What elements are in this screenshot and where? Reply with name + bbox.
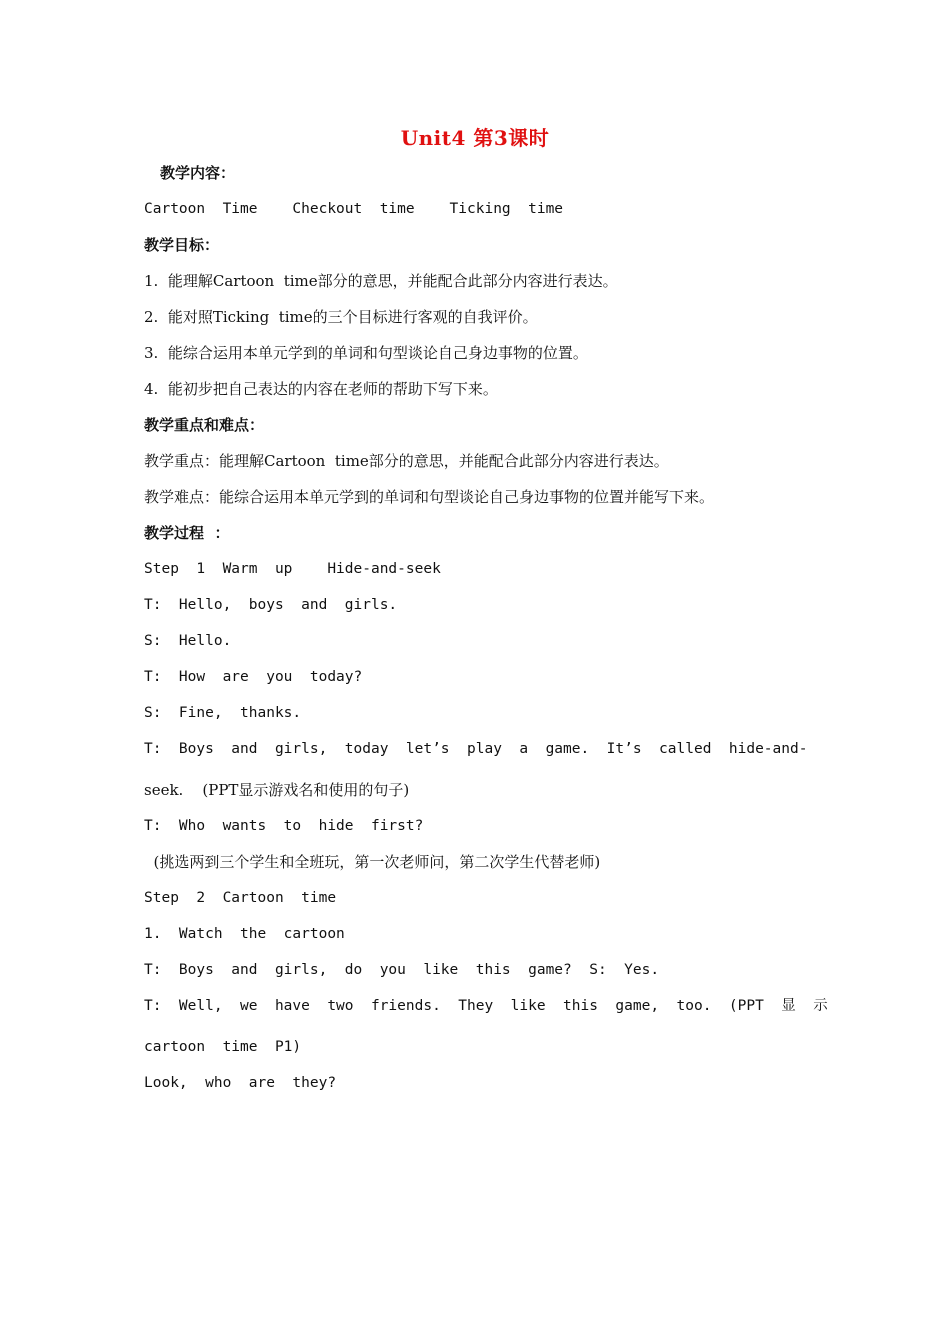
goal-item-1: 1. 能理解Cartoon time部分的意思，并能配合此部分内容进行表达。 xyxy=(144,272,618,290)
process-heading: 教学过程 ： xyxy=(144,524,230,542)
dialogue-line: T: Who wants to hide first? xyxy=(144,818,424,834)
dialogue-line-continued: cartoon time P1) xyxy=(144,1039,302,1055)
dialogue-line: S: Hello. xyxy=(144,633,232,649)
dialogue-line: T: Boys and girls, today let’s play a game. It’s called hide-and- xyxy=(144,741,808,757)
document-title: Unit4 第3课时 xyxy=(400,126,550,150)
difficult-point: 教学难点：能综合运用本单元学到的单词和句型谈论自己身边事物的位置并能写下来。 xyxy=(144,488,715,506)
teacher-note: (挑选两到三个学生和全班玩，第一次老师问，第二次学生代替老师) xyxy=(144,853,601,871)
goals-heading: 教学目标： xyxy=(144,236,220,254)
dialogue-line: T: Hello, boys and girls. xyxy=(144,597,398,613)
content-heading: 教学内容： xyxy=(160,164,236,182)
step-2-heading: Step 2 Cartoon time xyxy=(144,890,337,906)
dialogue-line: S: Fine, thanks. xyxy=(144,705,302,721)
dialogue-line: T: How are you today? xyxy=(144,669,363,685)
dialogue-line: Look, who are they? xyxy=(144,1075,337,1091)
content-line: Cartoon Time Checkout time Ticking time xyxy=(144,201,564,217)
dialogue-line: T: Well, we have two friends. They like this game, too. (PPT 显 示 xyxy=(144,998,828,1014)
dialogue-line: T: Boys and girls, do you like this game? S: Yes. xyxy=(144,962,660,978)
goal-item-2: 2. 能对照Ticking time的三个目标进行客观的自我评价。 xyxy=(144,308,538,326)
step-1-heading: Step 1 Warm up Hide-and-seek xyxy=(144,561,441,577)
key-point: 教学重点：能理解Cartoon time部分的意思，并能配合此部分内容进行表达。 xyxy=(144,452,669,470)
goal-item-3: 3. 能综合运用本单元学到的单词和句型谈论自己身边事物的位置。 xyxy=(144,344,588,362)
activity-item: 1. Watch the cartoon xyxy=(144,926,345,942)
goal-item-4: 4. 能初步把自己表达的内容在老师的帮助下写下来。 xyxy=(144,380,498,398)
key-difficult-heading: 教学重点和难点： xyxy=(144,416,265,434)
dialogue-line-continued: seek. (PPT显示游戏名和使用的句子) xyxy=(144,781,410,799)
